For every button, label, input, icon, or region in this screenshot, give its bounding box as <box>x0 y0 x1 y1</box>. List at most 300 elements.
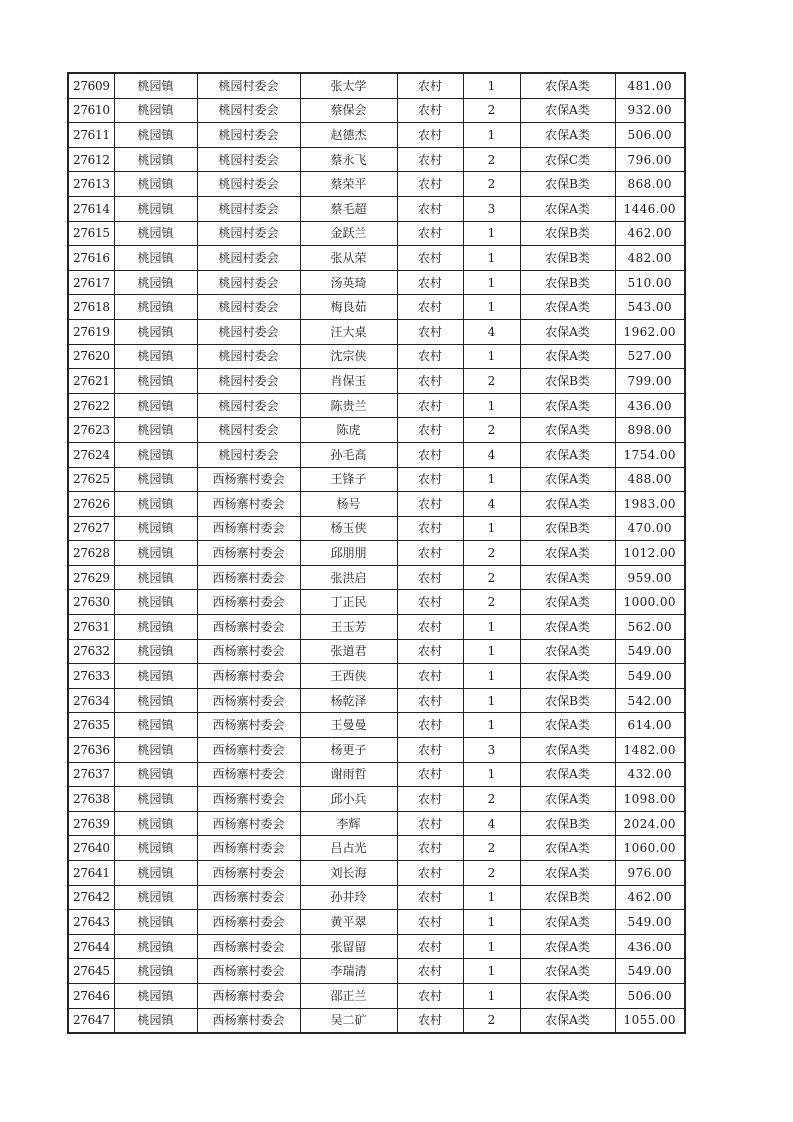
table-row <box>68 319 685 344</box>
village-committee-cell: 西杨寨村委会 <box>197 885 300 910</box>
household-count-cell: 4 <box>463 492 520 517</box>
record-id-cell: 27610 <box>68 98 114 123</box>
household-count-cell: 2 <box>463 541 520 566</box>
table-row <box>68 762 685 787</box>
town-cell: 桃园镇 <box>114 270 197 295</box>
table-row <box>68 861 685 886</box>
record-id-cell: 27630 <box>68 590 114 615</box>
village-committee-cell: 西杨寨村委会 <box>197 910 300 935</box>
village-committee-cell: 西杨寨村委会 <box>197 934 300 959</box>
insurance-category-cell: 农保B类 <box>520 246 615 271</box>
record-id-cell: 27620 <box>68 344 114 369</box>
household-count-cell: 2 <box>463 172 520 197</box>
residence-type-cell: 农村 <box>397 836 463 861</box>
village-committee-cell: 西杨寨村委会 <box>197 590 300 615</box>
table-row <box>68 393 685 418</box>
residence-type-cell: 农村 <box>397 98 463 123</box>
village-committee-cell: 西杨寨村委会 <box>197 492 300 517</box>
town-cell: 桃园镇 <box>114 418 197 443</box>
person-name-cell: 谢雨哲 <box>300 762 397 787</box>
record-id-cell: 27627 <box>68 516 114 541</box>
record-id-cell: 27628 <box>68 541 114 566</box>
record-id-cell: 27626 <box>68 492 114 517</box>
town-cell: 桃园镇 <box>114 615 197 640</box>
person-name-cell: 蔡荣平 <box>300 172 397 197</box>
table-row <box>68 885 685 910</box>
insurance-category-cell: 农保A类 <box>520 983 615 1008</box>
record-id-cell: 27629 <box>68 565 114 590</box>
amount-cell: 549.00 <box>615 664 685 689</box>
record-id-cell: 27625 <box>68 467 114 492</box>
amount-cell: 1446.00 <box>615 196 685 221</box>
town-cell: 桃园镇 <box>114 738 197 763</box>
residence-type-cell: 农村 <box>397 910 463 935</box>
household-count-cell: 1 <box>463 664 520 689</box>
person-name-cell: 黄平翠 <box>300 910 397 935</box>
insurance-category-cell: 农保A类 <box>520 787 615 812</box>
residence-type-cell: 农村 <box>397 196 463 221</box>
residence-type-cell: 农村 <box>397 885 463 910</box>
residence-type-cell: 农村 <box>397 516 463 541</box>
benefits-table <box>67 72 686 1034</box>
town-cell: 桃园镇 <box>114 73 197 98</box>
insurance-category-cell: 农保A类 <box>520 295 615 320</box>
household-count-cell: 1 <box>463 885 520 910</box>
household-count-cell: 1 <box>463 762 520 787</box>
amount-cell: 510.00 <box>615 270 685 295</box>
residence-type-cell: 农村 <box>397 393 463 418</box>
household-count-cell: 1 <box>463 221 520 246</box>
table-row <box>68 983 685 1008</box>
household-count-cell: 1 <box>463 393 520 418</box>
person-name-cell: 陈虎 <box>300 418 397 443</box>
insurance-category-cell: 农保A类 <box>520 98 615 123</box>
insurance-category-cell: 农保A类 <box>520 1008 615 1033</box>
insurance-category-cell: 农保B类 <box>520 172 615 197</box>
residence-type-cell: 农村 <box>397 369 463 394</box>
village-committee-cell: 桃园村委会 <box>197 295 300 320</box>
town-cell: 桃园镇 <box>114 369 197 394</box>
household-count-cell: 1 <box>463 246 520 271</box>
person-name-cell: 孙毛高 <box>300 442 397 467</box>
household-count-cell: 2 <box>463 1008 520 1033</box>
insurance-category-cell: 农保A类 <box>520 590 615 615</box>
residence-type-cell: 农村 <box>397 959 463 984</box>
table-row <box>68 369 685 394</box>
village-committee-cell: 西杨寨村委会 <box>197 615 300 640</box>
record-id-cell: 27632 <box>68 639 114 664</box>
household-count-cell: 1 <box>463 639 520 664</box>
table-row <box>68 196 685 221</box>
person-name-cell: 杨乾泽 <box>300 688 397 713</box>
record-id-cell: 27637 <box>68 762 114 787</box>
town-cell: 桃园镇 <box>114 590 197 615</box>
residence-type-cell: 农村 <box>397 270 463 295</box>
village-committee-cell: 西杨寨村委会 <box>197 541 300 566</box>
village-committee-cell: 西杨寨村委会 <box>197 762 300 787</box>
person-name-cell: 张洪启 <box>300 565 397 590</box>
village-committee-cell: 桃园村委会 <box>197 123 300 148</box>
amount-cell: 1000.00 <box>615 590 685 615</box>
record-id-cell: 27623 <box>68 418 114 443</box>
insurance-category-cell: 农保A类 <box>520 836 615 861</box>
town-cell: 桃园镇 <box>114 295 197 320</box>
insurance-category-cell: 农保B类 <box>520 221 615 246</box>
town-cell: 桃园镇 <box>114 196 197 221</box>
village-committee-cell: 西杨寨村委会 <box>197 983 300 1008</box>
record-id-cell: 27624 <box>68 442 114 467</box>
person-name-cell: 金跃兰 <box>300 221 397 246</box>
amount-cell: 482.00 <box>615 246 685 271</box>
household-count-cell: 1 <box>463 344 520 369</box>
household-count-cell: 4 <box>463 319 520 344</box>
table-row <box>68 295 685 320</box>
insurance-category-cell: 农保A类 <box>520 467 615 492</box>
village-committee-cell: 西杨寨村委会 <box>197 688 300 713</box>
household-count-cell: 2 <box>463 98 520 123</box>
household-count-cell: 1 <box>463 688 520 713</box>
residence-type-cell: 农村 <box>397 442 463 467</box>
record-id-cell: 27646 <box>68 983 114 1008</box>
amount-cell: 868.00 <box>615 172 685 197</box>
amount-cell: 506.00 <box>615 123 685 148</box>
village-committee-cell: 桃园村委会 <box>197 172 300 197</box>
residence-type-cell: 农村 <box>397 467 463 492</box>
person-name-cell: 蔡保会 <box>300 98 397 123</box>
person-name-cell: 沈宗侠 <box>300 344 397 369</box>
residence-type-cell: 农村 <box>397 73 463 98</box>
household-count-cell: 3 <box>463 738 520 763</box>
village-committee-cell: 桃园村委会 <box>197 98 300 123</box>
town-cell: 桃园镇 <box>114 762 197 787</box>
insurance-category-cell: 农保A类 <box>520 615 615 640</box>
record-id-cell: 27639 <box>68 811 114 836</box>
residence-type-cell: 农村 <box>397 688 463 713</box>
residence-type-cell: 农村 <box>397 295 463 320</box>
person-name-cell: 李瑞清 <box>300 959 397 984</box>
village-committee-cell: 桃园村委会 <box>197 369 300 394</box>
residence-type-cell: 农村 <box>397 319 463 344</box>
record-id-cell: 27617 <box>68 270 114 295</box>
person-name-cell: 王西侠 <box>300 664 397 689</box>
record-id-cell: 27634 <box>68 688 114 713</box>
record-id-cell: 27640 <box>68 836 114 861</box>
residence-type-cell: 农村 <box>397 664 463 689</box>
record-id-cell: 27636 <box>68 738 114 763</box>
record-id-cell: 27615 <box>68 221 114 246</box>
village-committee-cell: 桃园村委会 <box>197 393 300 418</box>
insurance-category-cell: 农保A类 <box>520 959 615 984</box>
table-row <box>68 787 685 812</box>
amount-cell: 976.00 <box>615 861 685 886</box>
insurance-category-cell: 农保C类 <box>520 147 615 172</box>
town-cell: 桃园镇 <box>114 442 197 467</box>
table-row <box>68 270 685 295</box>
insurance-category-cell: 农保A类 <box>520 319 615 344</box>
amount-cell: 799.00 <box>615 369 685 394</box>
town-cell: 桃园镇 <box>114 393 197 418</box>
town-cell: 桃园镇 <box>114 147 197 172</box>
amount-cell: 549.00 <box>615 639 685 664</box>
village-committee-cell: 西杨寨村委会 <box>197 516 300 541</box>
residence-type-cell: 农村 <box>397 811 463 836</box>
insurance-category-cell: 农保A类 <box>520 910 615 935</box>
town-cell: 桃园镇 <box>114 516 197 541</box>
person-name-cell: 王玉芳 <box>300 615 397 640</box>
insurance-category-cell: 农保A类 <box>520 393 615 418</box>
amount-cell: 527.00 <box>615 344 685 369</box>
person-name-cell: 孙井玲 <box>300 885 397 910</box>
insurance-category-cell: 农保A类 <box>520 344 615 369</box>
amount-cell: 959.00 <box>615 565 685 590</box>
amount-cell: 462.00 <box>615 221 685 246</box>
village-committee-cell: 桃园村委会 <box>197 196 300 221</box>
table-row <box>68 1008 685 1033</box>
person-name-cell: 丁正民 <box>300 590 397 615</box>
record-id-cell: 27633 <box>68 664 114 689</box>
household-count-cell: 1 <box>463 615 520 640</box>
table-row <box>68 688 685 713</box>
town-cell: 桃园镇 <box>114 1008 197 1033</box>
table-row <box>68 738 685 763</box>
household-count-cell: 1 <box>463 934 520 959</box>
table-row <box>68 492 685 517</box>
table-row <box>68 910 685 935</box>
table-row <box>68 418 685 443</box>
person-name-cell: 杨玉侠 <box>300 516 397 541</box>
residence-type-cell: 农村 <box>397 123 463 148</box>
amount-cell: 1012.00 <box>615 541 685 566</box>
person-name-cell: 赵德杰 <box>300 123 397 148</box>
household-count-cell: 2 <box>463 147 520 172</box>
record-id-cell: 27613 <box>68 172 114 197</box>
residence-type-cell: 农村 <box>397 787 463 812</box>
table-row <box>68 221 685 246</box>
residence-type-cell: 农村 <box>397 344 463 369</box>
person-name-cell: 张太学 <box>300 73 397 98</box>
town-cell: 桃园镇 <box>114 467 197 492</box>
village-committee-cell: 桃园村委会 <box>197 147 300 172</box>
residence-type-cell: 农村 <box>397 492 463 517</box>
town-cell: 桃园镇 <box>114 541 197 566</box>
village-committee-cell: 桃园村委会 <box>197 246 300 271</box>
residence-type-cell: 农村 <box>397 861 463 886</box>
town-cell: 桃园镇 <box>114 688 197 713</box>
insurance-category-cell: 农保B类 <box>520 516 615 541</box>
amount-cell: 1983.00 <box>615 492 685 517</box>
amount-cell: 488.00 <box>615 467 685 492</box>
household-count-cell: 2 <box>463 787 520 812</box>
village-committee-cell: 西杨寨村委会 <box>197 467 300 492</box>
village-committee-cell: 西杨寨村委会 <box>197 787 300 812</box>
table-row <box>68 639 685 664</box>
village-committee-cell: 桃园村委会 <box>197 270 300 295</box>
record-id-cell: 27609 <box>68 73 114 98</box>
residence-type-cell: 农村 <box>397 418 463 443</box>
insurance-category-cell: 农保A类 <box>520 861 615 886</box>
table-body <box>68 73 685 1033</box>
town-cell: 桃园镇 <box>114 123 197 148</box>
residence-type-cell: 农村 <box>397 147 463 172</box>
record-id-cell: 27635 <box>68 713 114 738</box>
household-count-cell: 2 <box>463 861 520 886</box>
person-name-cell: 蔡永飞 <box>300 147 397 172</box>
town-cell: 桃园镇 <box>114 910 197 935</box>
person-name-cell: 汪大桌 <box>300 319 397 344</box>
residence-type-cell: 农村 <box>397 713 463 738</box>
household-count-cell: 1 <box>463 123 520 148</box>
table-row <box>68 565 685 590</box>
table-row <box>68 172 685 197</box>
insurance-category-cell: 农保A类 <box>520 73 615 98</box>
household-count-cell: 2 <box>463 369 520 394</box>
amount-cell: 932.00 <box>615 98 685 123</box>
record-id-cell: 27621 <box>68 369 114 394</box>
town-cell: 桃园镇 <box>114 98 197 123</box>
residence-type-cell: 农村 <box>397 934 463 959</box>
household-count-cell: 1 <box>463 983 520 1008</box>
amount-cell: 1754.00 <box>615 442 685 467</box>
record-id-cell: 27638 <box>68 787 114 812</box>
table-row <box>68 73 685 98</box>
record-id-cell: 27616 <box>68 246 114 271</box>
village-committee-cell: 西杨寨村委会 <box>197 565 300 590</box>
residence-type-cell: 农村 <box>397 639 463 664</box>
town-cell: 桃园镇 <box>114 811 197 836</box>
insurance-category-cell: 农保B类 <box>520 885 615 910</box>
village-committee-cell: 桃园村委会 <box>197 319 300 344</box>
household-count-cell: 3 <box>463 196 520 221</box>
record-id-cell: 27644 <box>68 934 114 959</box>
table-row <box>68 442 685 467</box>
table-row <box>68 98 685 123</box>
table-row <box>68 590 685 615</box>
person-name-cell: 张从荣 <box>300 246 397 271</box>
village-committee-cell: 西杨寨村委会 <box>197 664 300 689</box>
residence-type-cell: 农村 <box>397 590 463 615</box>
town-cell: 桃园镇 <box>114 492 197 517</box>
village-committee-cell: 西杨寨村委会 <box>197 836 300 861</box>
insurance-category-cell: 农保A类 <box>520 639 615 664</box>
town-cell: 桃园镇 <box>114 885 197 910</box>
insurance-category-cell: 农保A类 <box>520 934 615 959</box>
insurance-category-cell: 农保B类 <box>520 811 615 836</box>
record-id-cell: 27619 <box>68 319 114 344</box>
town-cell: 桃园镇 <box>114 344 197 369</box>
person-name-cell: 邱朋朋 <box>300 541 397 566</box>
household-count-cell: 1 <box>463 467 520 492</box>
amount-cell: 481.00 <box>615 73 685 98</box>
amount-cell: 549.00 <box>615 959 685 984</box>
town-cell: 桃园镇 <box>114 221 197 246</box>
amount-cell: 898.00 <box>615 418 685 443</box>
record-id-cell: 27622 <box>68 393 114 418</box>
insurance-category-cell: 农保A类 <box>520 664 615 689</box>
table-row <box>68 123 685 148</box>
amount-cell: 462.00 <box>615 885 685 910</box>
person-name-cell: 杨号 <box>300 492 397 517</box>
town-cell: 桃园镇 <box>114 861 197 886</box>
residence-type-cell: 农村 <box>397 172 463 197</box>
insurance-category-cell: 农保A类 <box>520 565 615 590</box>
record-id-cell: 27647 <box>68 1008 114 1033</box>
person-name-cell: 吴二矿 <box>300 1008 397 1033</box>
table-row <box>68 664 685 689</box>
household-count-cell: 1 <box>463 270 520 295</box>
amount-cell: 1060.00 <box>615 836 685 861</box>
town-cell: 桃园镇 <box>114 934 197 959</box>
town-cell: 桃园镇 <box>114 319 197 344</box>
residence-type-cell: 农村 <box>397 221 463 246</box>
person-name-cell: 王锋子 <box>300 467 397 492</box>
table-row <box>68 713 685 738</box>
table-row <box>68 836 685 861</box>
town-cell: 桃园镇 <box>114 787 197 812</box>
table-row <box>68 959 685 984</box>
amount-cell: 470.00 <box>615 516 685 541</box>
village-committee-cell: 桃园村委会 <box>197 442 300 467</box>
person-name-cell: 王曼曼 <box>300 713 397 738</box>
insurance-category-cell: 农保A类 <box>520 418 615 443</box>
household-count-cell: 1 <box>463 516 520 541</box>
household-count-cell: 1 <box>463 73 520 98</box>
residence-type-cell: 农村 <box>397 246 463 271</box>
person-name-cell: 梅良茹 <box>300 295 397 320</box>
person-name-cell: 邵正兰 <box>300 983 397 1008</box>
record-id-cell: 27641 <box>68 861 114 886</box>
record-id-cell: 27614 <box>68 196 114 221</box>
table-row <box>68 541 685 566</box>
record-id-cell: 27643 <box>68 910 114 935</box>
person-name-cell: 邱小兵 <box>300 787 397 812</box>
amount-cell: 2024.00 <box>615 811 685 836</box>
amount-cell: 549.00 <box>615 910 685 935</box>
person-name-cell: 蔡毛超 <box>300 196 397 221</box>
insurance-category-cell: 农保A类 <box>520 196 615 221</box>
amount-cell: 436.00 <box>615 393 685 418</box>
household-count-cell: 2 <box>463 418 520 443</box>
village-committee-cell: 桃园村委会 <box>197 418 300 443</box>
person-name-cell: 吕占光 <box>300 836 397 861</box>
insurance-category-cell: 农保A类 <box>520 442 615 467</box>
record-id-cell: 27631 <box>68 615 114 640</box>
village-committee-cell: 西杨寨村委会 <box>197 861 300 886</box>
village-committee-cell: 桃园村委会 <box>197 221 300 246</box>
person-name-cell: 刘长海 <box>300 861 397 886</box>
insurance-category-cell: 农保A类 <box>520 541 615 566</box>
record-id-cell: 27642 <box>68 885 114 910</box>
table-row <box>68 147 685 172</box>
amount-cell: 1055.00 <box>615 1008 685 1033</box>
record-id-cell: 27645 <box>68 959 114 984</box>
amount-cell: 436.00 <box>615 934 685 959</box>
village-committee-cell: 西杨寨村委会 <box>197 1008 300 1033</box>
residence-type-cell: 农村 <box>397 762 463 787</box>
insurance-category-cell: 农保A类 <box>520 713 615 738</box>
town-cell: 桃园镇 <box>114 664 197 689</box>
residence-type-cell: 农村 <box>397 1008 463 1033</box>
household-count-cell: 1 <box>463 910 520 935</box>
insurance-category-cell: 农保B类 <box>520 270 615 295</box>
town-cell: 桃园镇 <box>114 172 197 197</box>
village-committee-cell: 西杨寨村委会 <box>197 959 300 984</box>
village-committee-cell: 桃园村委会 <box>197 73 300 98</box>
person-name-cell: 杨更子 <box>300 738 397 763</box>
table-row <box>68 934 685 959</box>
amount-cell: 614.00 <box>615 713 685 738</box>
table-row <box>68 246 685 271</box>
person-name-cell: 陈贵兰 <box>300 393 397 418</box>
